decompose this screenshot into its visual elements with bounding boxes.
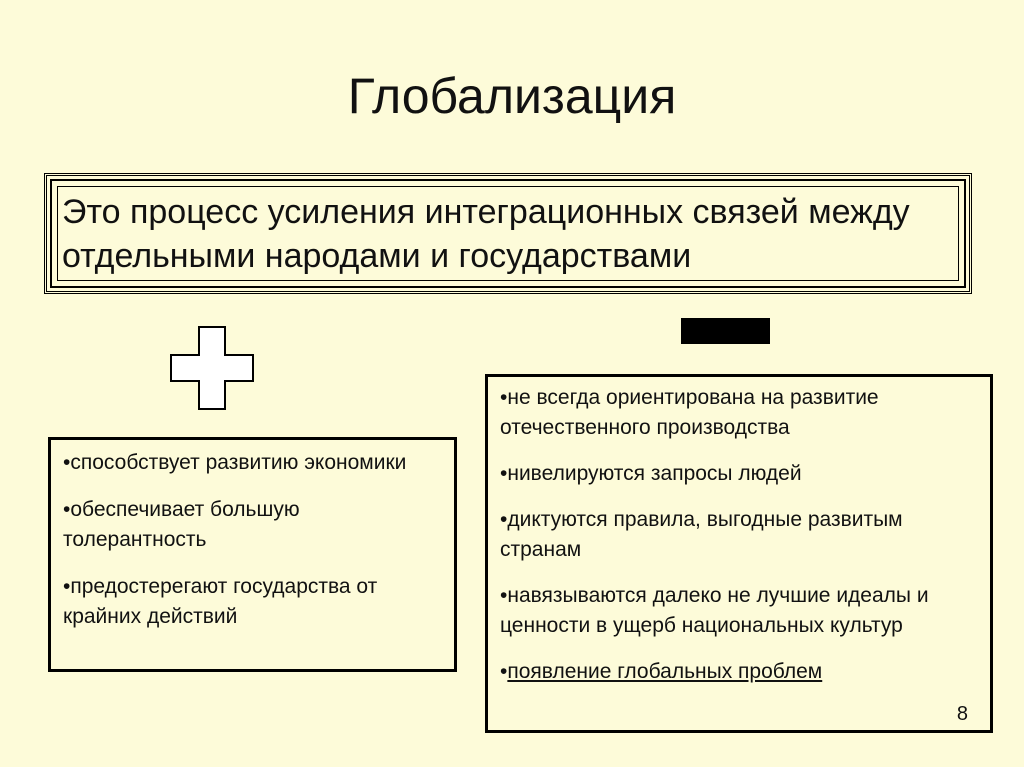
pros-list: [63, 448, 442, 632]
pros-item: •обеспечивает большую толерантность: [63, 498, 300, 551]
cons-item: •навязываются далеко не лучшие идеалы и ценности в ущерб национальных культур: [500, 584, 929, 637]
pros-item: •предостерегают государства от крайних действий: [63, 575, 378, 628]
cons-item-bullet: •: [500, 660, 508, 683]
cons-box: [485, 374, 993, 733]
definition-text: Это процесс усиления интеграционных связей между отдельными народами и государствами: [62, 193, 910, 275]
cons-list: [500, 383, 978, 687]
page-number: 8: [956, 703, 968, 725]
cons-item: •не всегда ориентирована на развитие отечественного производства: [500, 386, 879, 439]
cons-item: •нивелируются запросы людей: [500, 462, 802, 485]
minus-icon: [681, 318, 770, 344]
pros-item: •способствует развитию экономики: [63, 451, 407, 474]
slide-title: Глобализация: [347, 68, 677, 124]
cons-item: [500, 657, 978, 687]
cons-item-link[interactable]: появление глобальных проблем: [507, 660, 823, 683]
pros-box: [48, 437, 457, 672]
cons-item: •диктуются правила, выгодные развитым странам: [500, 508, 903, 561]
plus-icon: [170, 326, 254, 410]
